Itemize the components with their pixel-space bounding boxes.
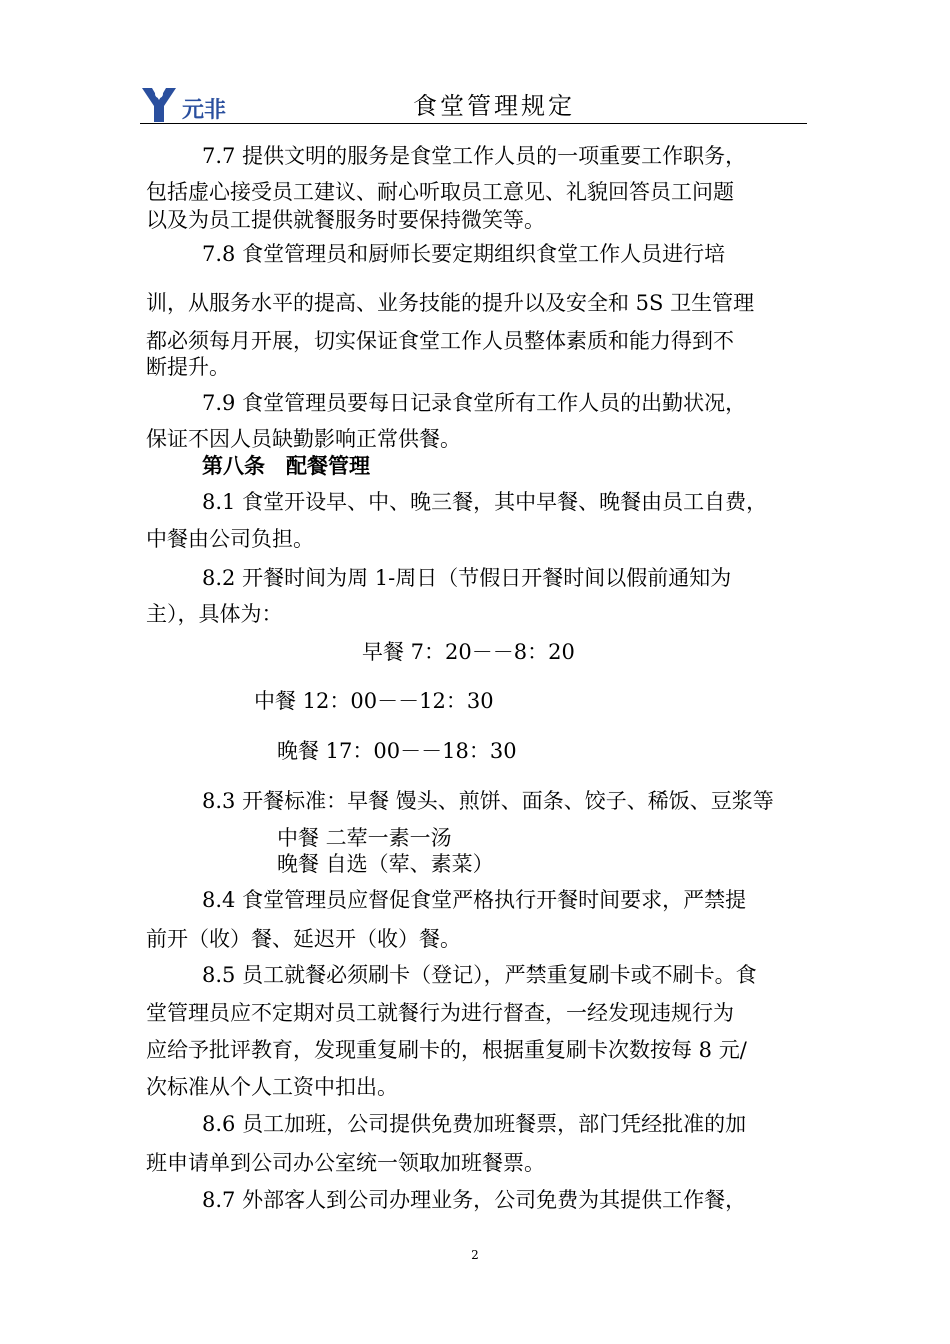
meal-time-breakfast: 早餐 7：20－－8：20 (362, 640, 575, 664)
paragraph-line: 中餐由公司负担。 (146, 527, 314, 551)
logo-text: 元非 (182, 98, 227, 123)
paragraph-line: 断提升。 (146, 355, 230, 379)
section-heading: 第八条 配餐管理 (202, 454, 370, 478)
company-logo (140, 84, 240, 124)
header-divider (140, 123, 807, 124)
paragraph-line: 7.8 食堂管理员和厨师长要定期组织食堂工作人员进行培 (202, 242, 726, 266)
paragraph-line: 保证不因人员缺勤影响正常供餐。 (146, 427, 461, 451)
meal-standard-lunch: 中餐 二荤一素一汤 (277, 826, 452, 850)
meal-time-lunch: 中餐 12：00－－12：30 (254, 689, 494, 713)
paragraph-line: 以及为员工提供就餐服务时要保持微笑等。 (146, 208, 545, 232)
paragraph-line: 前开（收）餐、延迟开（收）餐。 (146, 927, 461, 951)
meal-time-dinner: 晚餐 17：00－－18：30 (277, 739, 517, 763)
paragraph-line: 次标准从个人工资中扣出。 (146, 1075, 398, 1099)
page-header (140, 84, 807, 124)
paragraph-line: 8.6 员工加班，公司提供免费加班餐票，部门凭经批准的加 (202, 1112, 747, 1136)
document-title: 食堂管理规定 (413, 92, 575, 120)
paragraph-line: 包括虚心接受员工建议、耐心听取员工意见、礼貌回答员工问题 (146, 180, 734, 204)
paragraph-line: 主），具体为： (146, 602, 283, 626)
paragraph-line: 8.1 食堂开设早、中、晚三餐，其中早餐、晚餐由员工自费， (202, 490, 768, 514)
paragraph-line: 都必须每月开展，切实保证食堂工作人员整体素质和能力得到不 (146, 329, 734, 353)
meal-standard-dinner: 晚餐 自选（荤、素菜） (277, 852, 494, 876)
paragraph-line: 8.5 员工就餐必须刷卡（登记），严禁重复刷卡或不刷卡。食 (202, 963, 757, 987)
page-number: 2 (471, 1248, 479, 1262)
paragraph-line: 8.4 食堂管理员应督促食堂严格执行开餐时间要求，严禁提 (202, 888, 747, 912)
paragraph-line: 应给予批评教育，发现重复刷卡的，根据重复刷卡次数按每 8 元/ (146, 1038, 747, 1062)
paragraph-line: 8.7 外部客人到公司办理业务，公司免费为其提供工作餐， (202, 1188, 747, 1212)
paragraph-line: 7.7 提供文明的服务是食堂工作人员的一项重要工作职务， (202, 144, 747, 168)
paragraph-line: 7.9 食堂管理员要每日记录食堂所有工作人员的出勤状况， (202, 391, 747, 415)
paragraph-line: 训，从服务水平的提高、业务技能的提升以及安全和 5S 卫生管理 (146, 291, 755, 315)
paragraph-line: 堂管理员应不定期对员工就餐行为进行督查，一经发现违规行为 (146, 1001, 734, 1025)
paragraph-line: 8.2 开餐时间为周 1-周日（节假日开餐时间以假前通知为 (202, 566, 732, 590)
paragraph-line: 8.3 开餐标准：早餐 馒头、煎饼、面条、饺子、稀饭、豆浆等 (202, 789, 774, 813)
paragraph-line: 班申请单到公司办公室统一领取加班餐票。 (146, 1151, 545, 1175)
